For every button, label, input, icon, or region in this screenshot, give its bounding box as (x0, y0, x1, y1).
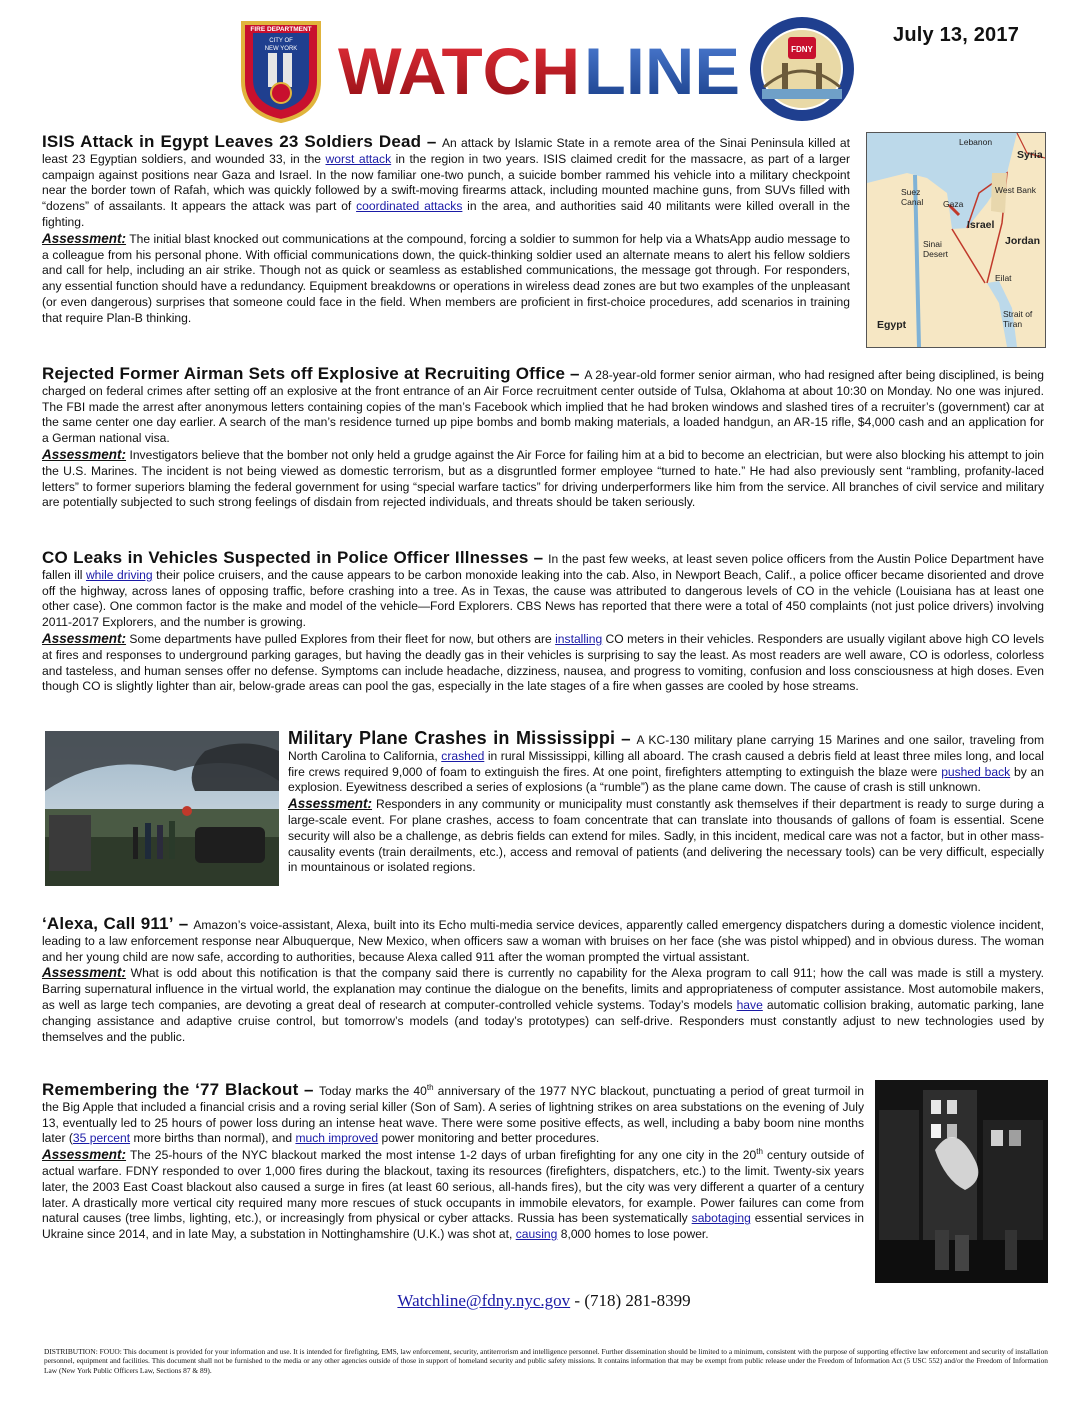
map-label: Gaza (943, 199, 964, 209)
distribution-notice: DISTRIBUTION: FOUO: This document is provided for your information and use. It is intended for firefighting, EMS, law enforcement, security, antiterrorism and intelligence personnel. Further dissemination should be limited to a minimum, consistent with the purpose of supporting effective law enforcement and security of installation personnel, equipment and facilities. This document shall not be furnished to the media or any other agencies outside of those in support of homeland security and public safety missions. It contains information that may be exempt from public release under the Freedom of Information Act (5 USC 552) and/or the Freedom of Information Law (New York Public Officers Law, Sections 87 & 89). (44, 1347, 1048, 1375)
headline: ‘Alexa, Call 911’ (42, 914, 174, 933)
article-text: Today marks the 40 (318, 1084, 427, 1098)
coordinated-attacks-link[interactable]: coordinated attacks (356, 199, 463, 214)
sinai-region-map (866, 132, 1046, 348)
assessment-label: Assessment: (42, 1147, 127, 1163)
article-text: in rural Mississippi, killing all aboard. The crash caused a debris field at least three miles long, and local fire crews required 9,000 of foam to extinguish the fires. At one point, firefighters attempting to extinguish the blaze were (288, 748, 1044, 779)
assessment-text: The 25-hours of the NYC blackout marked the most intense 1-2 days of urban firefighting for any one city in the 20 (126, 1148, 757, 1163)
assessment-text: 8,000 homes to lose power. (557, 1227, 709, 1242)
article-1977-blackout (42, 1082, 864, 1243)
plane-crash-smoke-photo (45, 731, 279, 886)
article-text: more births than normal), and (130, 1131, 296, 1146)
map-label: West Bank (995, 185, 1036, 195)
assessment-text: automatic collision braking, automatic parking, lane changing assistance and adaptive cruise control, but tomorrow’s models (and today’s prototypes) can self-drive. Responders must constantly adjust to new technologies used by themselves and the public. (42, 997, 1044, 1044)
superscript: th (426, 1082, 434, 1092)
contact-phone: (718) 281-8399 (584, 1291, 691, 1310)
headline-dash: – (615, 729, 637, 748)
assessment-text: Responders in any community or municipality must constantly ask themselves if their department is ready to surge during a large-scale event. For plane crashes, access to foam concentrate that can translate into thousands of gallons of foam is essential. Scene security will also be a challenge, as debris fields can extend for miles. Sadly, in this incident, medical care was not a factor, but in other mass-causality events (train derailments, etc.), access and removal of patients (and delivering the necessary tools) can be very difficult, especially in mountainous or isolated regions. (288, 797, 1044, 875)
ctdp-seal-logo (748, 15, 856, 123)
assessment-text: essential services in Ukraine since 2014, and in late May, a substation in Nottinghamshire (U.K.) was shot at, (42, 1211, 865, 1242)
article-co-leaks (42, 550, 1044, 695)
assessment-text: CO meters in their vehicles. Responders are usually vigilant above high CO levels at fires and responses to underground parking garages, but having the deadly gas in their vehicles is surprising to say the least. As most readers are well aware, CO is odorless, colorless and tasteless, and human senses offer no defense. Symptoms can include headache, dizziness, nausea, and progress to vomiting, confusion and loss consciousness at high doses. Even though CO is slightly lighter than air, below-grade areas can pool the gas, especially in the late stages of a fire when gasses are cooled by hose streams. (42, 631, 1044, 694)
article-text: power monitoring and better procedures. (378, 1131, 600, 1146)
assessment-label: Assessment: (288, 796, 373, 812)
have-link[interactable]: have (736, 997, 763, 1012)
contact-line (0, 1291, 1088, 1311)
map-label: Lebanon (959, 137, 993, 147)
sabotaging-link[interactable]: sabotaging (691, 1211, 751, 1226)
map-label: Syria (1017, 149, 1043, 161)
article-text: their police cruisers, and the cause appears to be carbon monoxide leaking into the cab. Also, in Newport Beach, Calif., a police officer became disoriented and drove off the highway, across lanes of opposing traffic, before crashing into a tree. As in Texas, the cause was attributed to dangerous levels of CO in the vehicle (Louisiana has at least one other case). One common factor is the make and model of the vehicle—Ford Explorers. CBS News has reported that there were a total of 450 complaints (not just police drivers) involving 2011-2017 Explorers, and the number is growing. (42, 567, 1044, 630)
map-label: Egypt (877, 319, 907, 331)
headline: Rejected Former Airman Sets off Explosive at Recruiting Office (42, 364, 566, 383)
fdny-seal-logo (235, 17, 327, 123)
map-label: Sinai Desert (923, 239, 949, 259)
issue-date: July 13, 2017 (893, 24, 1020, 46)
headline: Military Plane Crashes in Mississippi (288, 728, 616, 748)
35-percent-link[interactable]: 35 percent (72, 1131, 131, 1146)
assessment-text: Investigators believe that the bomber not only held a grudge against the Air Force for failing him at a bid to become an electrician, but were also blocking his attempt to join the U.S. Marines. The incident is not being viewed as domestic terrorism, but as a disgruntled former employee “turned to hate.” He had also previously sent “rambling, profanity-laced letters” to former superiors blaming the federal government for using “special warfare tactics” for driving underperformers like him from the service. All branches of civil service and military are potentially subjected to such strong feelings of disdain from rejected individuals, and threats should be taken seriously. (42, 447, 1044, 510)
assessment-label: Assessment: (42, 965, 127, 981)
headline: Remembering the ‘77 Blackout (42, 1080, 299, 1099)
assessment-text: The initial blast knocked out communications at the compound, forcing a soldier to summon for help via a WhatsApp audio message to a colleague from his personal phone. With official communications down, the quick-thinking soldier used an alternate means to alert his fellow soldiers and call for help, including an air strike. Though not as quick or seamless as established communications, the message got through. For responders, any essential function should have a redundancy. Equipment breakdowns or operations in wireless dead zones are but two examples of the unpleasant (or even dangerous) surprises that someone could face in the field. When members are proficient in first-choice procedures, add scenarios in training that require Plan-B thinking. (42, 231, 850, 325)
svg-text:CITY OF: CITY OF (269, 38, 293, 44)
causing-link[interactable]: causing (515, 1227, 558, 1242)
article-isis-egypt (42, 134, 850, 327)
worst-attack-link[interactable]: worst attack (325, 151, 392, 166)
svg-text:NEW YORK: NEW YORK (264, 46, 298, 52)
while-driving-link[interactable]: while driving (85, 567, 153, 582)
contact-separator: - (570, 1291, 585, 1310)
headline-dash: – (298, 1080, 319, 1099)
headline-dash: – (528, 548, 549, 567)
article-text: anniversary of the 1977 NYC blackout, punctuating a period of great turmoil in the Big Apple that included a financial crisis and a roving serial killer (Son of Sam). A series of lightning strikes on area substations on the evening of July 13, eventually led to 25 hours of power loss during an intense heat wave. There were some positive effects, as well, including a baby boom nine months later ( (42, 1084, 864, 1146)
article-text: A 28-year-old former senior airman, who had resigned after being disciplined, is being charged on federal crimes after setting off an explosive at the front entrance of an Air Force recruitment center outside of Tulsa, Oklahoma at about 10:30 on Monday. No one was injured. The FBI made the arrest after anonymous letters containing copies of the man’s Facebook which implied that he had broken windows and slashed tires of a recruiter’s (government) car at the same center one day earlier. A search of the man’s residence turned up pipe bombs and bomb making materials, a loaded handgun, an AR-15 rifle, $4,000 cash and an application for a German national visa. (42, 368, 1045, 446)
article-text: by an explosion. Eyewitness described a series of explosions (a “rumble”) as the plane came down. The cause of crash is still unknown. (288, 764, 1044, 795)
map-label: Suez Canal (901, 187, 924, 207)
article-text: In the past few weeks, at least seven police officers from the Austin Police Department have fallen ill (42, 552, 1044, 582)
headline: CO Leaks in Vehicles Suspected in Police Officer Illnesses (42, 548, 529, 567)
article-text: Amazon’s voice-assistant, Alexa, built into its Echo multi-media service devices, apparently called emergency dispatchers during a domestic violence incident, leading to a law enforcement response near Albuquerque, New Mexico, when officers saw a woman with bruises on her face (she was pistol whipped) and in obvious duress. The woman and her young child are now safe, according to authorities, because Alexa called 911 after the woman prompted the virtual assistant. (42, 918, 1044, 964)
headline-dash: – (173, 914, 194, 933)
installing-link[interactable]: installing (555, 631, 603, 646)
assessment-text: century outside of actual warfare. FDNY responded to over 1,000 fires during the blackout, taxing its resources (firefighters, dispatchers, etc.) to the limit. Twenty-six years later, the 2003 East Coast blackout also caused a surge in fires (at least 60 serious, all-hands fires), but the city was very different a quarter of a century later. A drastically more vertical city required many more rescues of stuck occupants in immobile elevators, for example. Power failures can come from natural causes (tree limbs, lighting, etc.), or increasingly from physical or cyber attacks. Russia has been systematically (42, 1148, 864, 1226)
article-alexa (42, 916, 1044, 1045)
assessment-label: Assessment: (42, 230, 127, 246)
headline-dash: – (565, 364, 585, 383)
map-label: Strait of Tiran (1003, 309, 1033, 329)
svg-text:FDNY: FDNY (791, 45, 813, 54)
article-recruiting-office (42, 366, 1044, 511)
assessment-text: What is odd about this notification is that the company said there is currently no capability for the Alexa program to call 911; how the call was made is still a mystery. Barring supernatural influence in the virtual world, the explanation may continue the dialogue on the benefits, limits and appropriateness of computer assistance. Most automobile makers, as well as large tech companies, are devoting a great deal of research at computer-controlled vehicle systems. Today’s models (42, 966, 1044, 1012)
article-plane-crash (288, 728, 1045, 876)
svg-text:FIRE DEPARTMENT: FIRE DEPARTMENT (250, 26, 312, 33)
article-text: An attack by Islamic State in a remote area of the Sinai Peninsula killed at least 23 Egyptian soldiers, and wounded 33, in the (42, 136, 851, 166)
map-label: Jordan (1005, 235, 1041, 247)
svg-text:LINE: LINE (584, 34, 740, 108)
assessment-label: Assessment: (42, 446, 127, 462)
assessment-text: Some departments have pulled Explores from their fleet for now, but others are (126, 631, 556, 646)
crashed-link[interactable]: crashed (441, 748, 485, 763)
headline-dash: – (421, 132, 442, 151)
headline: ISIS Attack in Egypt Leaves 23 Soldiers Dead (42, 132, 422, 151)
blackout-fire-photo (875, 1080, 1048, 1283)
map-label: Israel (967, 219, 995, 231)
article-text: A KC-130 military plane carrying 15 Marines and one sailor, traveling from North Carolina to California, (288, 733, 1045, 763)
watchline-wordmark (334, 30, 746, 110)
pushed-back-link[interactable]: pushed back (941, 764, 1011, 779)
article-text: in the area, and authorities said 40 militants were killed overall in the fighting. (42, 199, 850, 229)
contact-email-link[interactable]: Watchline@fdny.nyc.gov (397, 1291, 571, 1310)
masthead (0, 0, 1088, 125)
much-improved-link[interactable]: much improved (295, 1131, 379, 1146)
superscript: th (756, 1147, 763, 1157)
map-label: Eilat (995, 273, 1012, 283)
article-text: in the region in two years. ISIS claimed credit for the massacre, as part of a larger campaign against positions near Gaza and Israel. In the now familiar one-two punch, a suicide bomber rammed his vehicle into a military checkpoint near the border town of Rafah, which was quickly followed by a swift-moving firearms attack, including mounted machine guns, from SUVs filled with “dozens” of assailants. It appears the attack was part of (42, 151, 851, 214)
assessment-label: Assessment: (42, 630, 127, 646)
svg-text:WATCH: WATCH (338, 34, 580, 108)
